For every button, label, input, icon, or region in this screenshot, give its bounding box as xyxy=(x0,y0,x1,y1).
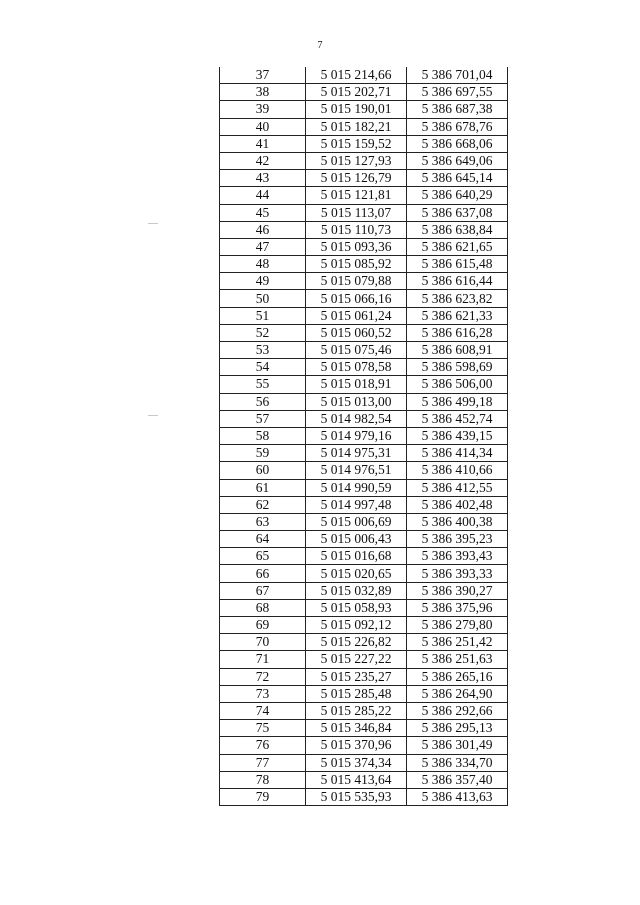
table-row xyxy=(220,685,508,702)
table-row xyxy=(220,496,508,513)
y-coordinate-cell: 5 386 292,66 xyxy=(407,702,508,719)
x-coordinate-cell: 5 015 060,52 xyxy=(306,324,407,341)
table-row xyxy=(220,410,508,427)
point-number-cell: 69 xyxy=(220,617,306,634)
table-row xyxy=(220,135,508,152)
x-coordinate-cell: 5 015 235,27 xyxy=(306,668,407,685)
y-coordinate-cell: 5 386 621,65 xyxy=(407,238,508,255)
page-number: 7 xyxy=(317,40,323,51)
table-row xyxy=(220,513,508,530)
table-row xyxy=(220,256,508,273)
y-coordinate-cell: 5 386 598,69 xyxy=(407,359,508,376)
table-row xyxy=(220,273,508,290)
x-coordinate-cell: 5 015 061,24 xyxy=(306,307,407,324)
point-number-cell: 72 xyxy=(220,668,306,685)
y-coordinate-cell: 5 386 410,66 xyxy=(407,462,508,479)
y-coordinate-cell: 5 386 649,06 xyxy=(407,152,508,169)
point-number-cell: 76 xyxy=(220,737,306,754)
y-coordinate-cell: 5 386 645,14 xyxy=(407,170,508,187)
y-coordinate-cell: 5 386 638,84 xyxy=(407,221,508,238)
point-number-cell: 53 xyxy=(220,342,306,359)
y-coordinate-cell: 5 386 301,49 xyxy=(407,737,508,754)
point-number-cell: 77 xyxy=(220,754,306,771)
point-number-cell: 46 xyxy=(220,221,306,238)
table-row xyxy=(220,290,508,307)
x-coordinate-cell: 5 015 075,46 xyxy=(306,342,407,359)
scan-mark xyxy=(148,223,158,224)
table-row xyxy=(220,702,508,719)
y-coordinate-cell: 5 386 295,13 xyxy=(407,720,508,737)
x-coordinate-cell: 5 015 346,84 xyxy=(306,720,407,737)
y-coordinate-cell: 5 386 357,40 xyxy=(407,771,508,788)
y-coordinate-cell: 5 386 637,08 xyxy=(407,204,508,221)
y-coordinate-cell: 5 386 402,48 xyxy=(407,496,508,513)
x-coordinate-cell: 5 014 982,54 xyxy=(306,410,407,427)
coordinates-table-body xyxy=(220,67,508,806)
table-row xyxy=(220,101,508,118)
x-coordinate-cell: 5 015 202,71 xyxy=(306,84,407,101)
point-number-cell: 67 xyxy=(220,582,306,599)
point-number-cell: 40 xyxy=(220,118,306,135)
x-coordinate-cell: 5 015 370,96 xyxy=(306,737,407,754)
x-coordinate-cell: 5 015 092,12 xyxy=(306,617,407,634)
table-row xyxy=(220,771,508,788)
point-number-cell: 43 xyxy=(220,170,306,187)
x-coordinate-cell: 5 015 018,91 xyxy=(306,376,407,393)
point-number-cell: 63 xyxy=(220,513,306,530)
y-coordinate-cell: 5 386 414,34 xyxy=(407,445,508,462)
point-number-cell: 48 xyxy=(220,256,306,273)
table-row xyxy=(220,617,508,634)
x-coordinate-cell: 5 015 127,93 xyxy=(306,152,407,169)
y-coordinate-cell: 5 386 615,48 xyxy=(407,256,508,273)
x-coordinate-cell: 5 015 006,69 xyxy=(306,513,407,530)
table-row xyxy=(220,67,508,84)
table-row xyxy=(220,599,508,616)
table-row xyxy=(220,342,508,359)
y-coordinate-cell: 5 386 334,70 xyxy=(407,754,508,771)
x-coordinate-cell: 5 015 535,93 xyxy=(306,788,407,805)
point-number-cell: 68 xyxy=(220,599,306,616)
point-number-cell: 70 xyxy=(220,634,306,651)
x-coordinate-cell: 5 015 285,48 xyxy=(306,685,407,702)
x-coordinate-cell: 5 015 078,58 xyxy=(306,359,407,376)
x-coordinate-cell: 5 014 990,59 xyxy=(306,479,407,496)
y-coordinate-cell: 5 386 623,82 xyxy=(407,290,508,307)
table-row xyxy=(220,720,508,737)
y-coordinate-cell: 5 386 439,15 xyxy=(407,427,508,444)
point-number-cell: 79 xyxy=(220,788,306,805)
point-number-cell: 44 xyxy=(220,187,306,204)
point-number-cell: 51 xyxy=(220,307,306,324)
x-coordinate-cell: 5 015 214,66 xyxy=(306,67,407,84)
x-coordinate-cell: 5 015 016,68 xyxy=(306,548,407,565)
point-number-cell: 39 xyxy=(220,101,306,118)
point-number-cell: 41 xyxy=(220,135,306,152)
y-coordinate-cell: 5 386 678,76 xyxy=(407,118,508,135)
x-coordinate-cell: 5 015 374,34 xyxy=(306,754,407,771)
table-row xyxy=(220,445,508,462)
point-number-cell: 52 xyxy=(220,324,306,341)
point-number-cell: 47 xyxy=(220,238,306,255)
table-row xyxy=(220,204,508,221)
table-row xyxy=(220,238,508,255)
point-number-cell: 61 xyxy=(220,479,306,496)
x-coordinate-cell: 5 015 159,52 xyxy=(306,135,407,152)
x-coordinate-cell: 5 015 413,64 xyxy=(306,771,407,788)
table-row xyxy=(220,565,508,582)
table-row xyxy=(220,548,508,565)
x-coordinate-cell: 5 015 227,22 xyxy=(306,651,407,668)
y-coordinate-cell: 5 386 265,16 xyxy=(407,668,508,685)
x-coordinate-cell: 5 014 976,51 xyxy=(306,462,407,479)
y-coordinate-cell: 5 386 251,42 xyxy=(407,634,508,651)
table-row xyxy=(220,359,508,376)
y-coordinate-cell: 5 386 375,96 xyxy=(407,599,508,616)
point-number-cell: 57 xyxy=(220,410,306,427)
y-coordinate-cell: 5 386 264,90 xyxy=(407,685,508,702)
table-row xyxy=(220,634,508,651)
point-number-cell: 49 xyxy=(220,273,306,290)
y-coordinate-cell: 5 386 452,74 xyxy=(407,410,508,427)
table-row xyxy=(220,651,508,668)
table-row xyxy=(220,118,508,135)
x-coordinate-cell: 5 014 975,31 xyxy=(306,445,407,462)
y-coordinate-cell: 5 386 668,06 xyxy=(407,135,508,152)
point-number-cell: 64 xyxy=(220,531,306,548)
y-coordinate-cell: 5 386 701,04 xyxy=(407,67,508,84)
y-coordinate-cell: 5 386 393,43 xyxy=(407,548,508,565)
y-coordinate-cell: 5 386 395,23 xyxy=(407,531,508,548)
x-coordinate-cell: 5 015 085,92 xyxy=(306,256,407,273)
table-row xyxy=(220,582,508,599)
x-coordinate-cell: 5 015 126,79 xyxy=(306,170,407,187)
y-coordinate-cell: 5 386 608,91 xyxy=(407,342,508,359)
coordinates-table xyxy=(219,67,508,806)
x-coordinate-cell: 5 015 066,16 xyxy=(306,290,407,307)
point-number-cell: 37 xyxy=(220,67,306,84)
table-row xyxy=(220,754,508,771)
table-row xyxy=(220,307,508,324)
y-coordinate-cell: 5 386 251,63 xyxy=(407,651,508,668)
point-number-cell: 62 xyxy=(220,496,306,513)
point-number-cell: 65 xyxy=(220,548,306,565)
x-coordinate-cell: 5 015 013,00 xyxy=(306,393,407,410)
y-coordinate-cell: 5 386 499,18 xyxy=(407,393,508,410)
table-row xyxy=(220,788,508,805)
y-coordinate-cell: 5 386 393,33 xyxy=(407,565,508,582)
table-row xyxy=(220,737,508,754)
y-coordinate-cell: 5 386 640,29 xyxy=(407,187,508,204)
y-coordinate-cell: 5 386 279,80 xyxy=(407,617,508,634)
x-coordinate-cell: 5 015 032,89 xyxy=(306,582,407,599)
point-number-cell: 54 xyxy=(220,359,306,376)
y-coordinate-cell: 5 386 621,33 xyxy=(407,307,508,324)
table-row xyxy=(220,479,508,496)
y-coordinate-cell: 5 386 413,63 xyxy=(407,788,508,805)
x-coordinate-cell: 5 015 006,43 xyxy=(306,531,407,548)
table-row xyxy=(220,152,508,169)
x-coordinate-cell: 5 015 121,81 xyxy=(306,187,407,204)
table-row xyxy=(220,84,508,101)
point-number-cell: 55 xyxy=(220,376,306,393)
y-coordinate-cell: 5 386 697,55 xyxy=(407,84,508,101)
y-coordinate-cell: 5 386 390,27 xyxy=(407,582,508,599)
y-coordinate-cell: 5 386 412,55 xyxy=(407,479,508,496)
x-coordinate-cell: 5 015 110,73 xyxy=(306,221,407,238)
table-row xyxy=(220,462,508,479)
point-number-cell: 75 xyxy=(220,720,306,737)
point-number-cell: 58 xyxy=(220,427,306,444)
table-row xyxy=(220,668,508,685)
x-coordinate-cell: 5 015 058,93 xyxy=(306,599,407,616)
point-number-cell: 38 xyxy=(220,84,306,101)
x-coordinate-cell: 5 015 113,07 xyxy=(306,204,407,221)
point-number-cell: 66 xyxy=(220,565,306,582)
y-coordinate-cell: 5 386 616,28 xyxy=(407,324,508,341)
table-row xyxy=(220,376,508,393)
point-number-cell: 50 xyxy=(220,290,306,307)
point-number-cell: 60 xyxy=(220,462,306,479)
point-number-cell: 59 xyxy=(220,445,306,462)
x-coordinate-cell: 5 015 020,65 xyxy=(306,565,407,582)
point-number-cell: 71 xyxy=(220,651,306,668)
y-coordinate-cell: 5 386 616,44 xyxy=(407,273,508,290)
table-row xyxy=(220,187,508,204)
table-row xyxy=(220,427,508,444)
point-number-cell: 56 xyxy=(220,393,306,410)
point-number-cell: 45 xyxy=(220,204,306,221)
table-row xyxy=(220,531,508,548)
y-coordinate-cell: 5 386 506,00 xyxy=(407,376,508,393)
x-coordinate-cell: 5 014 997,48 xyxy=(306,496,407,513)
scan-mark xyxy=(148,415,158,416)
x-coordinate-cell: 5 015 226,82 xyxy=(306,634,407,651)
point-number-cell: 74 xyxy=(220,702,306,719)
point-number-cell: 73 xyxy=(220,685,306,702)
point-number-cell: 78 xyxy=(220,771,306,788)
x-coordinate-cell: 5 015 285,22 xyxy=(306,702,407,719)
y-coordinate-cell: 5 386 687,38 xyxy=(407,101,508,118)
point-number-cell: 42 xyxy=(220,152,306,169)
x-coordinate-cell: 5 015 079,88 xyxy=(306,273,407,290)
table-row xyxy=(220,324,508,341)
x-coordinate-cell: 5 014 979,16 xyxy=(306,427,407,444)
table-row xyxy=(220,393,508,410)
x-coordinate-cell: 5 015 093,36 xyxy=(306,238,407,255)
table-row xyxy=(220,221,508,238)
y-coordinate-cell: 5 386 400,38 xyxy=(407,513,508,530)
x-coordinate-cell: 5 015 182,21 xyxy=(306,118,407,135)
table-row xyxy=(220,170,508,187)
x-coordinate-cell: 5 015 190,01 xyxy=(306,101,407,118)
